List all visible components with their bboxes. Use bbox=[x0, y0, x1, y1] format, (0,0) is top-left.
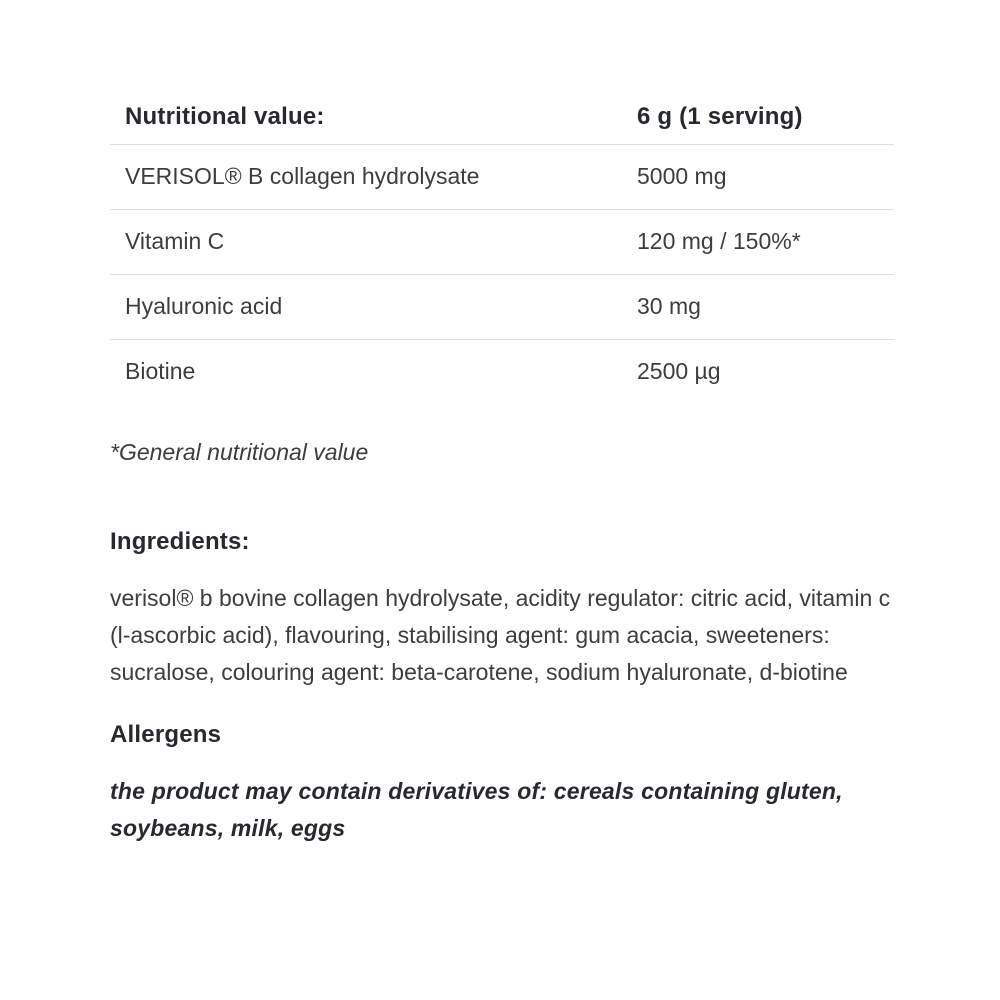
table-row bbox=[110, 210, 894, 275]
nutrient-amount: 30 mg bbox=[637, 293, 701, 319]
nutrition-table bbox=[110, 90, 894, 404]
nutrition-footnote: *General nutritional value bbox=[110, 439, 369, 465]
ingredients-heading: Ingredients: bbox=[110, 528, 250, 555]
nutrient-name: Hyaluronic acid bbox=[125, 293, 283, 319]
table-row bbox=[110, 275, 894, 340]
allergens-text: the product may contain derivatives of: cereals containing gluten, soybeans, milk, eggs bbox=[110, 778, 843, 841]
nutrition-table-header-value: 6 g (1 serving) bbox=[637, 103, 803, 130]
table-row bbox=[110, 340, 894, 404]
product-nutrition-section bbox=[110, 90, 894, 847]
nutrient-amount: 120 mg / 150%* bbox=[637, 228, 801, 254]
nutrient-amount: 5000 mg bbox=[637, 163, 727, 189]
table-row bbox=[110, 145, 894, 210]
nutrition-table-header-row bbox=[110, 90, 894, 145]
nutrition-table-header-label: Nutritional value: bbox=[125, 103, 325, 130]
ingredients-text: verisol® b bovine collagen hydrolysate, acidity regulator: citric acid, vitamin c (l-ascorbic acid), flavouring, stabilising agent: gum acacia, sweeteners: sucralose, colouring agent: beta-carotene, sodium hyaluronate, d-biotine bbox=[110, 585, 891, 685]
allergens-heading: Allergens bbox=[110, 721, 222, 748]
nutrient-name: Vitamin C bbox=[125, 228, 225, 254]
nutrient-name: Biotine bbox=[125, 358, 196, 384]
nutrient-name: VERISOL® B collagen hydrolysate bbox=[125, 163, 480, 189]
nutrient-amount: 2500 µg bbox=[637, 358, 721, 384]
